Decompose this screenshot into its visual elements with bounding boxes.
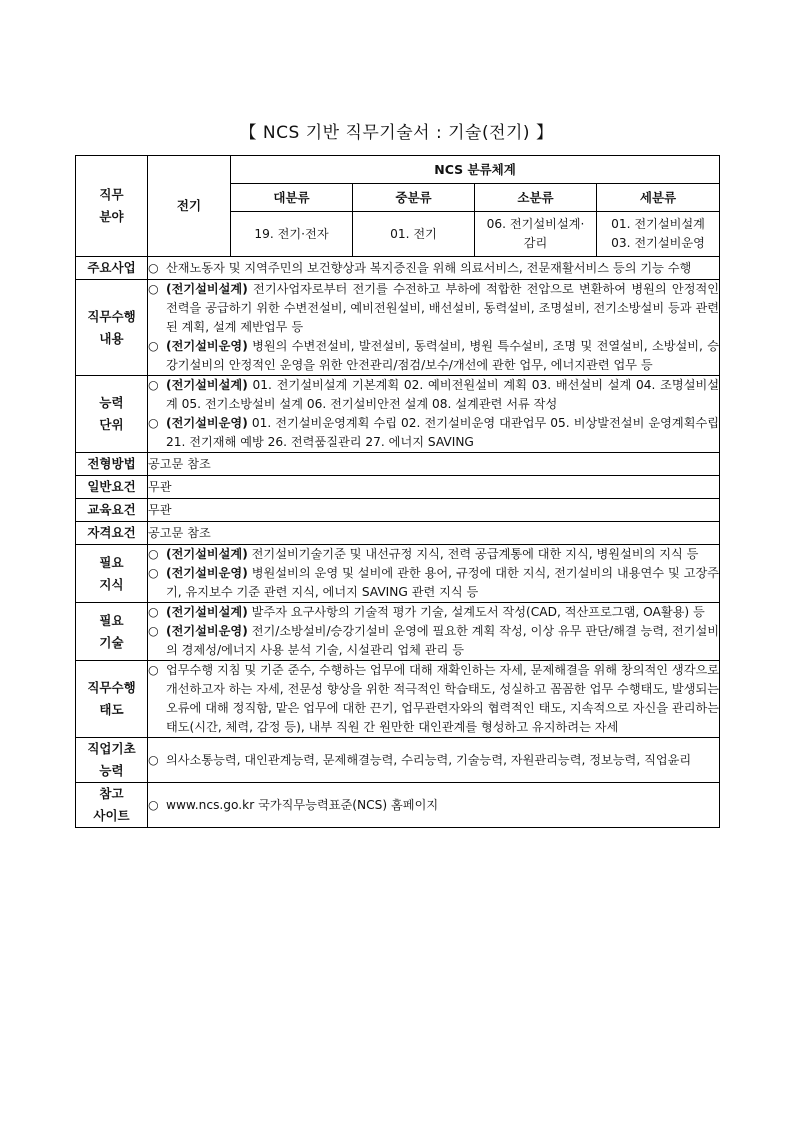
ncs-classification-label: NCS 분류체계 (231, 156, 720, 184)
cell-text-line: 참고 (99, 786, 124, 801)
item-text: 병원설비의 운영 및 설비에 관한 용어, 규정에 대한 지식, 전기설비의 내용연수 및 고장주기, 유지보수 기준 관련 지식, 에너지 SAVING 관련 지식 등 (166, 566, 720, 599)
cell-text-line: 사이트 (93, 808, 130, 823)
row-qualification-requirements (76, 522, 720, 545)
job-field-label (76, 156, 148, 257)
row-reference-site (76, 783, 720, 828)
bullet-item (148, 280, 719, 337)
basic-skills-content (148, 738, 720, 783)
cell-text-line: 01. 전기 (390, 226, 437, 241)
cell-text-line: 능력 (99, 395, 124, 410)
item-category: (전기설비설계) (166, 605, 248, 619)
cell-text-line: 직업기초 (87, 741, 136, 756)
skills-label (76, 603, 148, 661)
row-education-requirements (76, 499, 720, 522)
item-text: 의사소통능력, 대인관계능력, 문제해결능력, 수리능력, 기술능력, 자원관리능력, 정보능력, 직업윤리 (166, 752, 692, 767)
basic-skills-label (76, 738, 148, 783)
qualification-requirements-label: 자격요건 (76, 522, 148, 545)
cell-text-line: 태도 (99, 702, 124, 717)
sub-category-value (597, 212, 720, 257)
bullet-item (148, 376, 719, 414)
circle-bullet-icon: ○ (148, 547, 159, 561)
item-text: 01. 전기설비설계 기본계획 02. 예비전원설비 계획 03. 배선설비 설계 04. 조명설비설계 05. 전기소방설비 설계 06. 전기설비안전 설계 08. 설계관련 서류 작성 (166, 378, 720, 411)
row-knowledge (76, 545, 720, 603)
cell-text-line: 19. 전기·전자 (254, 226, 329, 241)
item-text: 전기설비기술기준 및 내선규정 지식, 전력 공급계통에 대한 지식, 병원설비의 지식 등 (247, 547, 699, 561)
circle-bullet-icon: ○ (148, 416, 159, 430)
bullet-item (148, 661, 719, 737)
item-category: (전기설비운영) (166, 339, 248, 353)
attitude-content (148, 661, 720, 738)
skills-content (148, 603, 720, 661)
bullet-item (148, 796, 719, 815)
minor-category-value (475, 212, 597, 257)
bullet-item (148, 414, 719, 452)
circle-bullet-icon: ○ (148, 663, 159, 677)
item-text: www.ncs.go.kr 국가직무능력표준(NCS) 홈페이지 (166, 797, 439, 812)
selection-method-value: 공고문 참조 (148, 453, 720, 476)
bullet-item (148, 622, 719, 660)
competency-units-label (76, 376, 148, 453)
qualification-requirements-value: 공고문 참조 (148, 522, 720, 545)
circle-bullet-icon: ○ (148, 282, 159, 296)
cell-text-line: 내용 (99, 330, 124, 346)
item-text: 병원의 수변전설비, 발전설비, 동력설비, 병원 특수설비, 조명 및 전열설비, 소방설비, 승강기설비의 안정적인 운영을 위한 안전관리/점검/보수/개선에 관한 업무, 에너지관련 업무 등 (166, 339, 720, 372)
duties-label (76, 280, 148, 376)
circle-bullet-icon: ○ (148, 605, 159, 619)
cell-text-line: 01. 전기설비설계 (611, 217, 705, 231)
education-requirements-value: 무관 (148, 499, 720, 522)
row-basic-skills (76, 738, 720, 783)
circle-bullet-icon: ○ (148, 752, 159, 767)
row-selection-method (76, 453, 720, 476)
cell-text-line: 지식 (99, 576, 124, 592)
reference-site-label (76, 783, 148, 828)
bullet-item (148, 545, 719, 564)
middle-category-value (353, 212, 475, 257)
sub-category-header: 세분류 (597, 184, 720, 212)
bullet-item (148, 564, 719, 602)
circle-bullet-icon: ○ (148, 339, 159, 353)
row-skills (76, 603, 720, 661)
item-category: (전기설비운영) (166, 416, 248, 430)
cell-text-line: 필요 (99, 612, 124, 628)
bullet-item (148, 603, 719, 622)
cell-text-line: 직무수행 (87, 680, 136, 695)
circle-bullet-icon: ○ (148, 797, 159, 812)
education-requirements-label: 교육요건 (76, 499, 148, 522)
cell-text-line: 03. 전기설비운영 (611, 236, 705, 250)
page-title: 【 NCS 기반 직무기술서 : 기술(전기) 】 (239, 123, 554, 143)
main-business-label (76, 257, 148, 280)
main-business-content (148, 257, 720, 280)
cell-text-line: 06. 전기설비설계· (486, 217, 585, 231)
duties-content (148, 280, 720, 376)
item-category: (전기설비운영) (166, 624, 248, 638)
cell-text-line: 직무수행 (87, 308, 136, 324)
job-field-value: 전기 (148, 156, 231, 257)
bullet-item (148, 337, 719, 375)
general-requirements-value: 무관 (148, 476, 720, 499)
major-category-header: 대분류 (231, 184, 353, 212)
major-category-value (231, 212, 353, 257)
row-attitude (76, 661, 720, 738)
cell-text-line: 주요사업 (87, 260, 136, 275)
cell-text-line: 기술 (99, 634, 124, 650)
item-category: (전기설비설계) (166, 378, 248, 392)
attitude-label (76, 661, 148, 738)
circle-bullet-icon: ○ (148, 260, 159, 275)
ncs-header-row (76, 156, 720, 184)
selection-method-label: 전형방법 (76, 453, 148, 476)
cell-text-line: 필요 (99, 554, 124, 570)
circle-bullet-icon: ○ (148, 566, 159, 580)
knowledge-label (76, 545, 148, 603)
item-category: (전기설비설계) (166, 282, 248, 296)
cell-text-line: 단위 (99, 417, 124, 432)
item-category: (전기설비설계) (166, 547, 248, 561)
circle-bullet-icon: ○ (148, 624, 159, 638)
cell-text-line: 능력 (99, 763, 124, 778)
middle-category-header: 중분류 (353, 184, 475, 212)
reference-site-content (148, 783, 720, 828)
item-text: 전기/소방설비/승강기설비 운영에 필요한 계획 작성, 이상 유무 판단/해결 능력, 전기설비의 경제성/에너지 사용 분석 기술, 시설관리 업체 관리 등 (166, 624, 720, 657)
job-field-label-line: 분야 (99, 209, 124, 224)
bullet-item (148, 259, 719, 278)
minor-category-header: 소분류 (475, 184, 597, 212)
knowledge-content (148, 545, 720, 603)
row-general-requirements (76, 476, 720, 499)
item-text: 업무수행 지침 및 기준 준수, 수행하는 업무에 대해 재확인하는 자세, 문제해결을 위해 창의적인 생각으로 개선하고자 하는 자세, 전문성 향상을 위한 적극적인 학습태도, 성실하고 꼼꼼한 업무 수행태도, 발생되는 오류에 대해 정직함, 맡은 업무에 대한 끈기, 업무관련자와의 협력적인 태도, 지속적으로 자신을 관리하는 태도(시간, 체력, 감정 등), 내부 직원 간 원만한 대인관계를 형성하고 유지하려는 자세 (166, 663, 720, 734)
general-requirements-label: 일반요건 (76, 476, 148, 499)
item-text: 01. 전기설비운영계획 수립 02. 전기설비운영 대관업무 05. 비상발전설비 운영계획수립 21. 전기재해 예방 26. 전력품질관리 27. 에너지 SAVING (166, 416, 720, 449)
competency-units-content (148, 376, 720, 453)
row-competency-units (76, 376, 720, 453)
item-text: 발주자 요구사항의 기술적 평가 기술, 설계도서 작성(CAD, 적산프로그램, OA활용) 등 (247, 605, 705, 619)
job-field-label-line: 직무 (99, 187, 124, 202)
item-category: (전기설비운영) (166, 566, 248, 580)
job-description-table (75, 155, 720, 828)
cell-text-line: 감리 (523, 236, 548, 250)
circle-bullet-icon: ○ (148, 378, 159, 392)
item-text: 전기사업자로부터 전기를 수전하고 부하에 적합한 전압으로 변환하여 병원의 안정적인 전력을 공급하기 위한 수변전설비, 예비전원설비, 배선설비, 동력설비, 조명설비, 전기소방설비 등과 관련된 계획, 설계 제반업무 등 (166, 282, 720, 334)
item-text: 산재노동자 및 지역주민의 보건향상과 복지증진을 위해 의료서비스, 전문재활서비스 등의 기능 수행 (166, 260, 692, 275)
row-duties (76, 280, 720, 376)
row-main-business (76, 257, 720, 280)
bullet-item (148, 751, 719, 770)
